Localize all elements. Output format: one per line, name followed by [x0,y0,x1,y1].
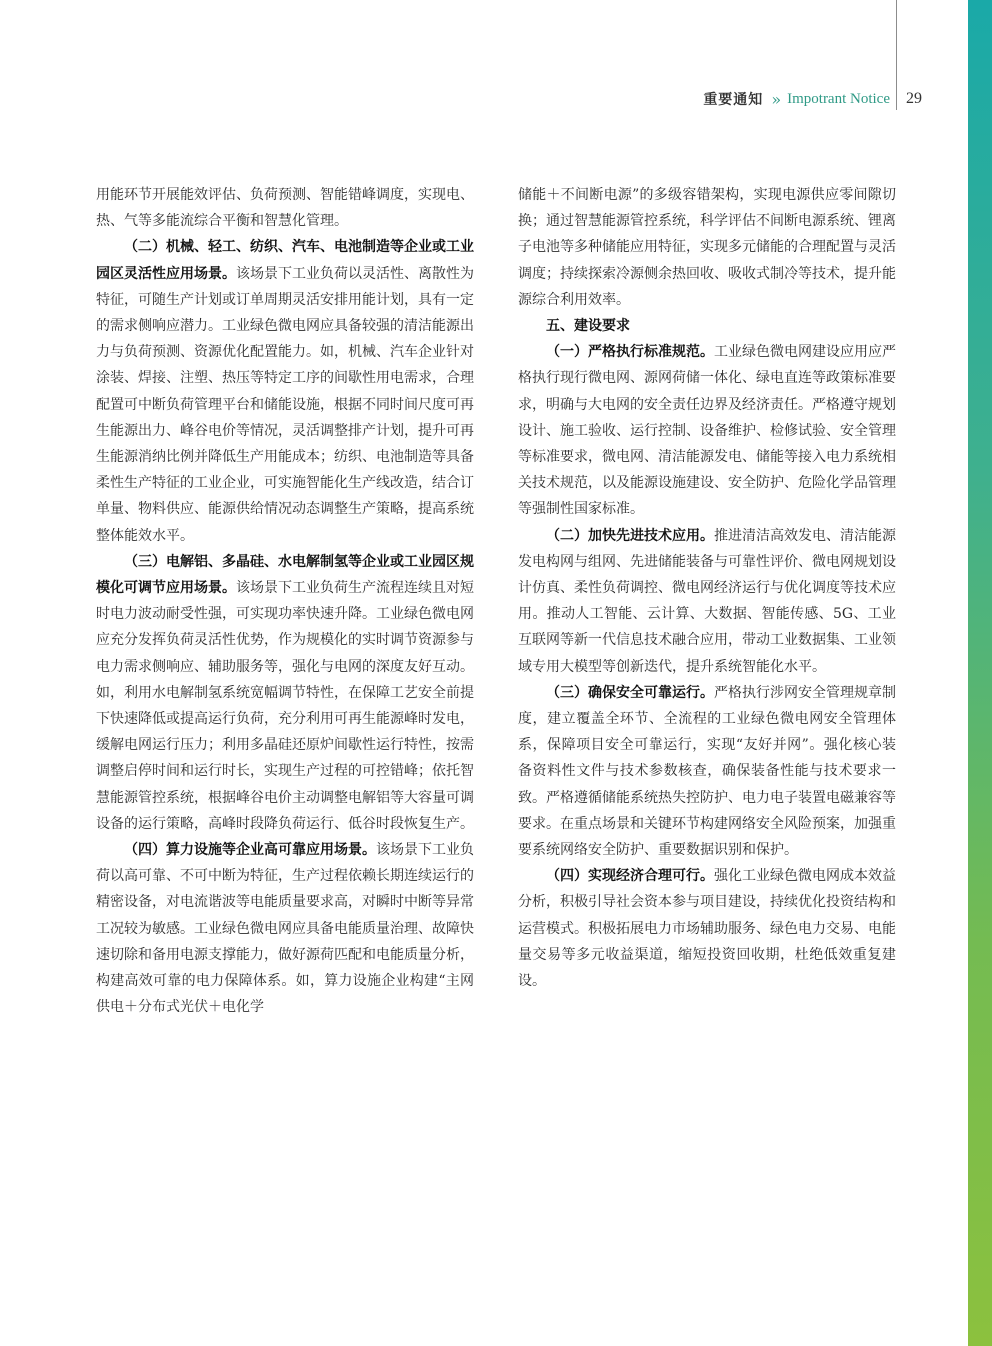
paragraph-body: 严格执行涉网安全管理规章制度，建立覆盖全环节、全流程的工业绿色微电网安全管理体系，保障项目安全可靠运行，实现“友好并网”。强化核心装备资料性文件与技术参数核查，确保装备性能与技术要求一致。严格遵循储能系统热失控防护、电力电子装置电磁兼容等要求。在重点场景和关键环节构建网络安全风险预案，加强重要系统网络安全防护、重要数据识别和保护。 [518,684,896,859]
paragraph [96,549,474,837]
chevron-right-icon: » [771,89,782,109]
paragraph-body: 工业绿色微电网建设应用应严格执行现行微电网、源网荷储一体化、绿电直连等政策标准要求，明确与大电网的安全责任边界及经济责任。严格遵守规划设计、施工验收、运行控制、设备维护、检修试验、安全管理等标准要求，微电网、清洁能源发电、储能等接入电力系统相关技术规范，以及能源设施建设、安全防护、危险化学品管理等强制性国家标准。 [518,344,896,518]
paragraph [96,837,474,1020]
running-header [560,88,890,110]
header-title-en: Impotrant Notice [787,90,890,107]
side-color-bar [968,0,992,1346]
paragraph [518,863,896,994]
paragraph-heading: （一）严格执行标准规范。 [546,344,714,361]
paragraph [518,339,896,522]
paragraph-heading: （二）机械、轻工、纺织、汽车、电池制造等企业或工业园区灵活性应用场景。 [96,239,474,282]
page-number: 29 [906,90,922,107]
paragraph-heading: （三）确保安全可靠运行。 [546,684,714,701]
right-column [518,182,896,994]
header-title-cn: 重要通知 [703,92,764,108]
paragraph: 用能环节开展能效评估、负荷预测、智能错峰调度，实现电、热、气等多能流综合平衡和智慧化管理。 [96,187,474,230]
paragraph [96,234,474,548]
paragraph-body: 该场景下工业负荷以灵活性、离散性为特征，可随生产计划或订单周期灵活安排用能计划，具有一定的需求侧响应潜力。工业绿色微电网应具备较强的清洁能源出力与负荷预测、资源优化配置能力。如，机械、汽车企业针对涂装、焊接、注塑、热压等特定工序的间歇性用电需求，合理配置可中断负荷管理平台和储能设施，根据不同时间尺度可再生能源出力、峰谷电价等情况，灵活调整排产计划，提升可再生能源消纳比例并降低生产用能成本；纺织、电池制造等具备柔性生产特征的工业企业，可实施智能化生产线改造，结合订单量、物料供应、能源供给情况动态调整生产策略，提高系统整体能效水平。 [96,265,474,544]
paragraph-body: 该场景下工业负荷生产流程连续且对短时电力波动耐受性强，可实现功率快速升降。工业绿色微电网应充分发挥负荷灵活性优势，作为规模化的实时调节资源参与电力需求侧响应、辅助服务等，强化与电网的深度友好互动。如，利用水电解制氢系统宽幅调节特性，在保障工艺安全前提下快速降低或提高运行负荷，充分利用可再生能源峰时发电，缓解电网运行压力；利用多晶硅还原炉间歇性运行特性，按需调整启停时间和运行时长，实现生产过程的可控错峰；依托智慧能源管控系统，根据峰谷电价主动调整电解铝等大容量可调设备的运行策略，高峰时段降负荷运行、低谷时段恢复生产。 [96,580,474,832]
paragraph-body: 强化工业绿色微电网成本效益分析，积极引导社会资本参与项目建设，持续优化投资结构和运营模式。积极拓展电力市场辅助服务、绿色电力交易、电能量交易等多元收益渠道，缩短投资回收期，杜绝低效重复建设。 [518,868,896,990]
paragraph-heading: （四）算力设施等企业高可靠应用场景。 [124,842,376,859]
paragraph-body: 推进清洁高效发电、清洁能源发电构网与组网、先进储能装备与可靠性评价、微电网规划设计仿真、柔性负荷调控、微电网经济运行与优化调度等技术应用。推动人工智能、云计算、大数据、智能传感、5G、工业互联网等新一代信息技术融合应用，带动工业数据集、工业领域专用大模型等创新迭代，提升系统智能化水平。 [518,527,896,675]
paragraph-heading: （二）加快先进技术应用。 [546,527,714,544]
paragraph-heading: （四）实现经济合理可行。 [546,868,714,885]
paragraph: 储能＋不间断电源”的多级容错架构，实现电源供应零间隙切换；通过智慧能源管控系统，科学评估不间断电源系统、锂离子电池等多种储能应用特征，实现多元储能的合理配置与灵活调度；持续探索冷源侧余热回收、吸收式制冷等技术，提升能源综合利用效率。 [518,187,896,308]
paragraph [518,523,896,680]
left-column [96,182,474,1021]
paragraph-heading: （三）电解铝、多晶硅、水电解制氢等企业或工业园区规模化可调节应用场景。 [96,553,474,597]
section-title: 五、建设要求 [546,318,630,335]
header-divider [896,0,897,110]
paragraph [518,680,896,863]
paragraph-body: 该场景下工业负荷以高可靠、不可中断为特征，生产过程依赖长期连续运行的精密设备，对电流谐波等电能质量要求高，对瞬时中断等异常工况较为敏感。工业绿色微电网应具备电能质量治理、故障快速切除和备用电源支撑能力，做好源荷匹配和电能质量分析，构建高效可靠的电力保障体系。如，算力设施企业构建“主网供电＋分布式光伏＋电化学 [96,842,474,1016]
